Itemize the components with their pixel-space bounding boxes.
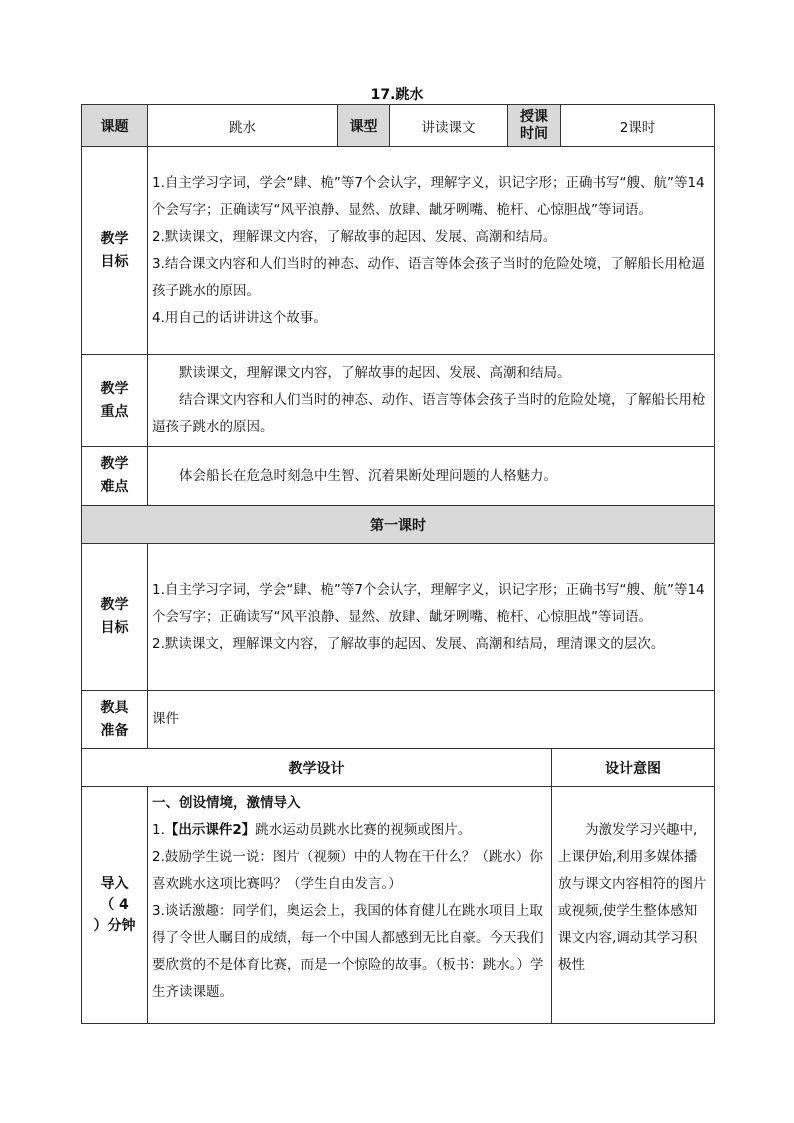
intro-label-line3: ）分钟 bbox=[93, 917, 136, 934]
intent-header: 设计意图 bbox=[552, 749, 715, 787]
intent-content bbox=[552, 787, 715, 1024]
intro-content bbox=[148, 787, 552, 1024]
time-label-line1: 授课 bbox=[520, 108, 548, 125]
intent-text: 为激发学习兴趣中,上课伊始,利用多媒体播放与课文内容相符的图片或视频,使学生整体感知课文内容,调动其学习积极性 bbox=[558, 822, 707, 973]
key-points-label bbox=[82, 355, 148, 447]
header-row bbox=[82, 105, 715, 147]
tools-value: 课件 bbox=[148, 691, 715, 749]
intro-step-2: 2.鼓励学生说一说：图片（视频）中的人物在干什么？（跳水）你喜欢跳水这项比赛吗？（学生自由发言。） bbox=[152, 849, 543, 892]
goals-row bbox=[82, 147, 715, 355]
difficulties-label-line1: 教学 bbox=[100, 456, 129, 472]
difficulties-label-line2: 难点 bbox=[100, 479, 129, 495]
intro-label bbox=[82, 787, 148, 1024]
key-point-item: 结合课文内容和人们当时的神态、动作、语言等体会孩子当时的危险处境，了解船长用枪逼孩子跳水的原因。 bbox=[152, 392, 706, 435]
type-label: 课型 bbox=[338, 105, 390, 147]
lesson1-goals-row bbox=[82, 544, 715, 691]
key-point-item: 默读课文，理解课文内容，了解故事的起因、发展、高潮和结局。 bbox=[179, 365, 571, 381]
design-header: 教学设计 bbox=[82, 749, 552, 787]
intro-row bbox=[82, 787, 715, 1024]
lesson1-title-row bbox=[82, 506, 715, 544]
intro-label-line1: 导入 bbox=[100, 875, 129, 892]
difficulties-row bbox=[82, 447, 715, 506]
intro-section-title: 一、创设情境，激情导入 bbox=[152, 795, 301, 811]
lesson-plan-table bbox=[81, 104, 715, 1024]
tools-label-line2: 准备 bbox=[100, 722, 129, 739]
lesson1-goal-item: 1.自主学习字词，学会“肆、桅”等7个会认字，理解字义，识记字形；正确书写“艘、航”等14个会写字；正确读写“风平浪静、显然、放肆、龇牙咧嘴、桅杆、心惊胆战”等词语。 bbox=[152, 581, 705, 625]
goal-item: 3.结合课文内容和人们当时的神态、动作、语言等体会孩子当时的危险处境，了解船长用枪逼孩子跳水的原因。 bbox=[152, 255, 705, 299]
page-title: 17.跳水 bbox=[370, 87, 424, 103]
lesson1-goals-label-line2: 目标 bbox=[100, 620, 129, 636]
step1-rest: 跳水运动员跳水比赛的视频或图片。 bbox=[255, 822, 472, 838]
difficulties-content bbox=[148, 447, 715, 506]
goal-item: 4.用自己的话讲讲这个故事。 bbox=[152, 309, 327, 326]
goal-item: 1.自主学习字词，学会“肆、桅”等7个会认字，理解字义，识记字形；正确书写“艘、航”等14个会写字；正确读写“风平浪静、显然、放肆、龇牙咧嘴、桅杆、心惊胆战”等词语。 bbox=[152, 174, 705, 218]
intro-step-3: 3.谈话激趣：同学们，奥运会上，我国的体育健儿在跳水项目上取得了令世人瞩目的成绩，每一个中国人都感到无比自豪。今天我们要欣赏的不是体育比赛，而是一个惊险的故事。（板书：跳水。）学生齐读课题。 bbox=[152, 903, 544, 1000]
lesson1-goals-label bbox=[82, 544, 148, 691]
key-points-row bbox=[82, 355, 715, 447]
difficulties-label bbox=[82, 447, 148, 506]
key-points-content bbox=[148, 355, 715, 447]
type-value: 讲读课文 bbox=[390, 105, 508, 147]
lesson1-goals-content bbox=[148, 544, 715, 691]
difficulties-text: 体会船长在危急时刻急中生智、沉着果断处理问题的人格魅力。 bbox=[179, 467, 557, 484]
tools-label bbox=[82, 691, 148, 749]
goals-label-line2: 目标 bbox=[100, 253, 129, 270]
topic-value: 跳水 bbox=[148, 105, 338, 147]
courseware-tag: 【出示课件2】 bbox=[164, 822, 256, 838]
intro-label-line2: （ 4 bbox=[100, 896, 129, 913]
goals-content bbox=[148, 147, 715, 355]
time-value: 2课时 bbox=[561, 105, 715, 147]
lesson1-goals-label-line1: 教学 bbox=[100, 597, 129, 613]
intro-step-1 bbox=[152, 817, 547, 844]
time-label-line2: 时间 bbox=[520, 125, 548, 142]
key-points-label-line1: 教学 bbox=[100, 380, 129, 397]
topic-label: 课题 bbox=[82, 105, 148, 147]
lesson1-goal-item: 2.默读课文，理解课文内容，了解故事的起因、发展、高潮和结局，理清课文的层次。 bbox=[152, 635, 665, 652]
tools-row bbox=[82, 691, 715, 749]
tools-label-line1: 教具 bbox=[100, 699, 129, 716]
key-points-label-line2: 重点 bbox=[100, 403, 129, 420]
time-label bbox=[508, 105, 561, 147]
step1-prefix: 1. bbox=[152, 822, 165, 838]
goals-label bbox=[82, 147, 148, 355]
goals-label-line1: 教学 bbox=[100, 230, 129, 247]
goal-item: 2.默读课文，理解课文内容，了解故事的起因、发展、高潮和结局。 bbox=[152, 228, 557, 245]
design-header-row bbox=[82, 749, 715, 787]
lesson1-title: 第一课时 bbox=[82, 506, 715, 544]
